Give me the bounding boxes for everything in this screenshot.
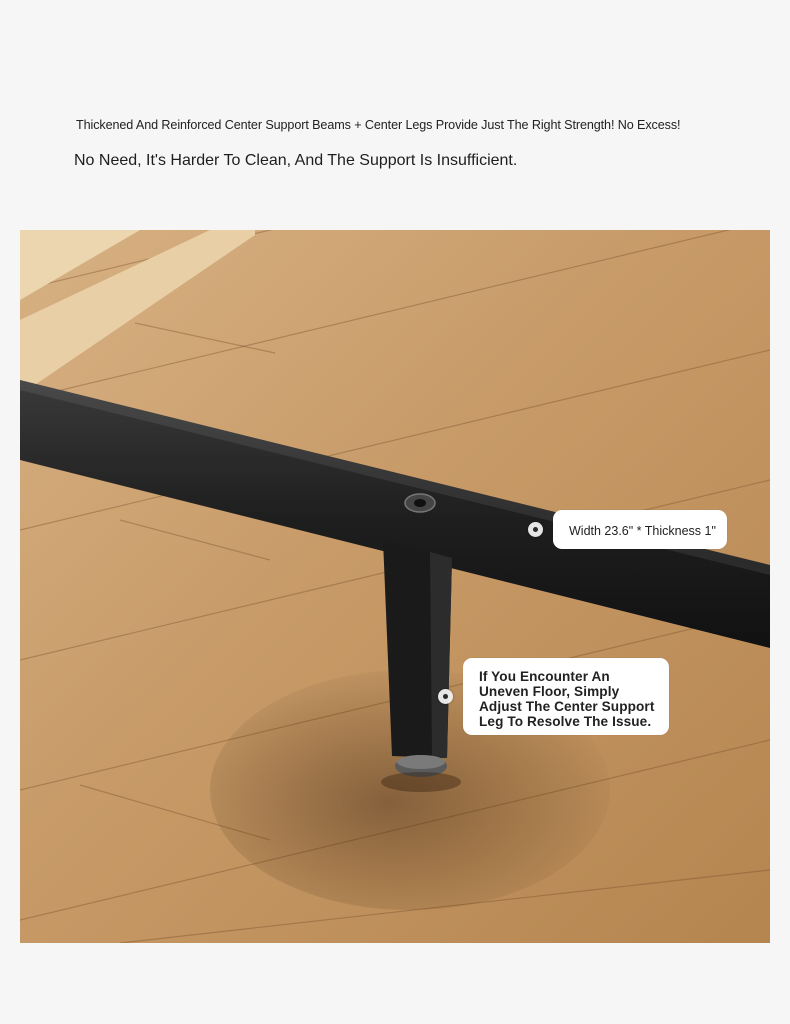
floor-tip-callout: If You Encounter An Uneven Floor, Simply Adjust The Center Support Leg To Resolve The Issue. bbox=[463, 658, 669, 735]
dimension-callout: Width 23.6" * Thickness 1" bbox=[553, 510, 727, 549]
hotspot-marker bbox=[528, 522, 543, 537]
page-subtitle: No Need, It's Harder To Clean, And The Support Is Insufficient. bbox=[74, 152, 518, 169]
bed-frame-illustration bbox=[20, 230, 770, 943]
product-photo bbox=[20, 230, 770, 943]
hotspot-marker bbox=[438, 689, 453, 704]
page-title: Thickened And Reinforced Center Support Beams + Center Legs Provide Just The Right Strength! No Excess! bbox=[76, 118, 681, 132]
